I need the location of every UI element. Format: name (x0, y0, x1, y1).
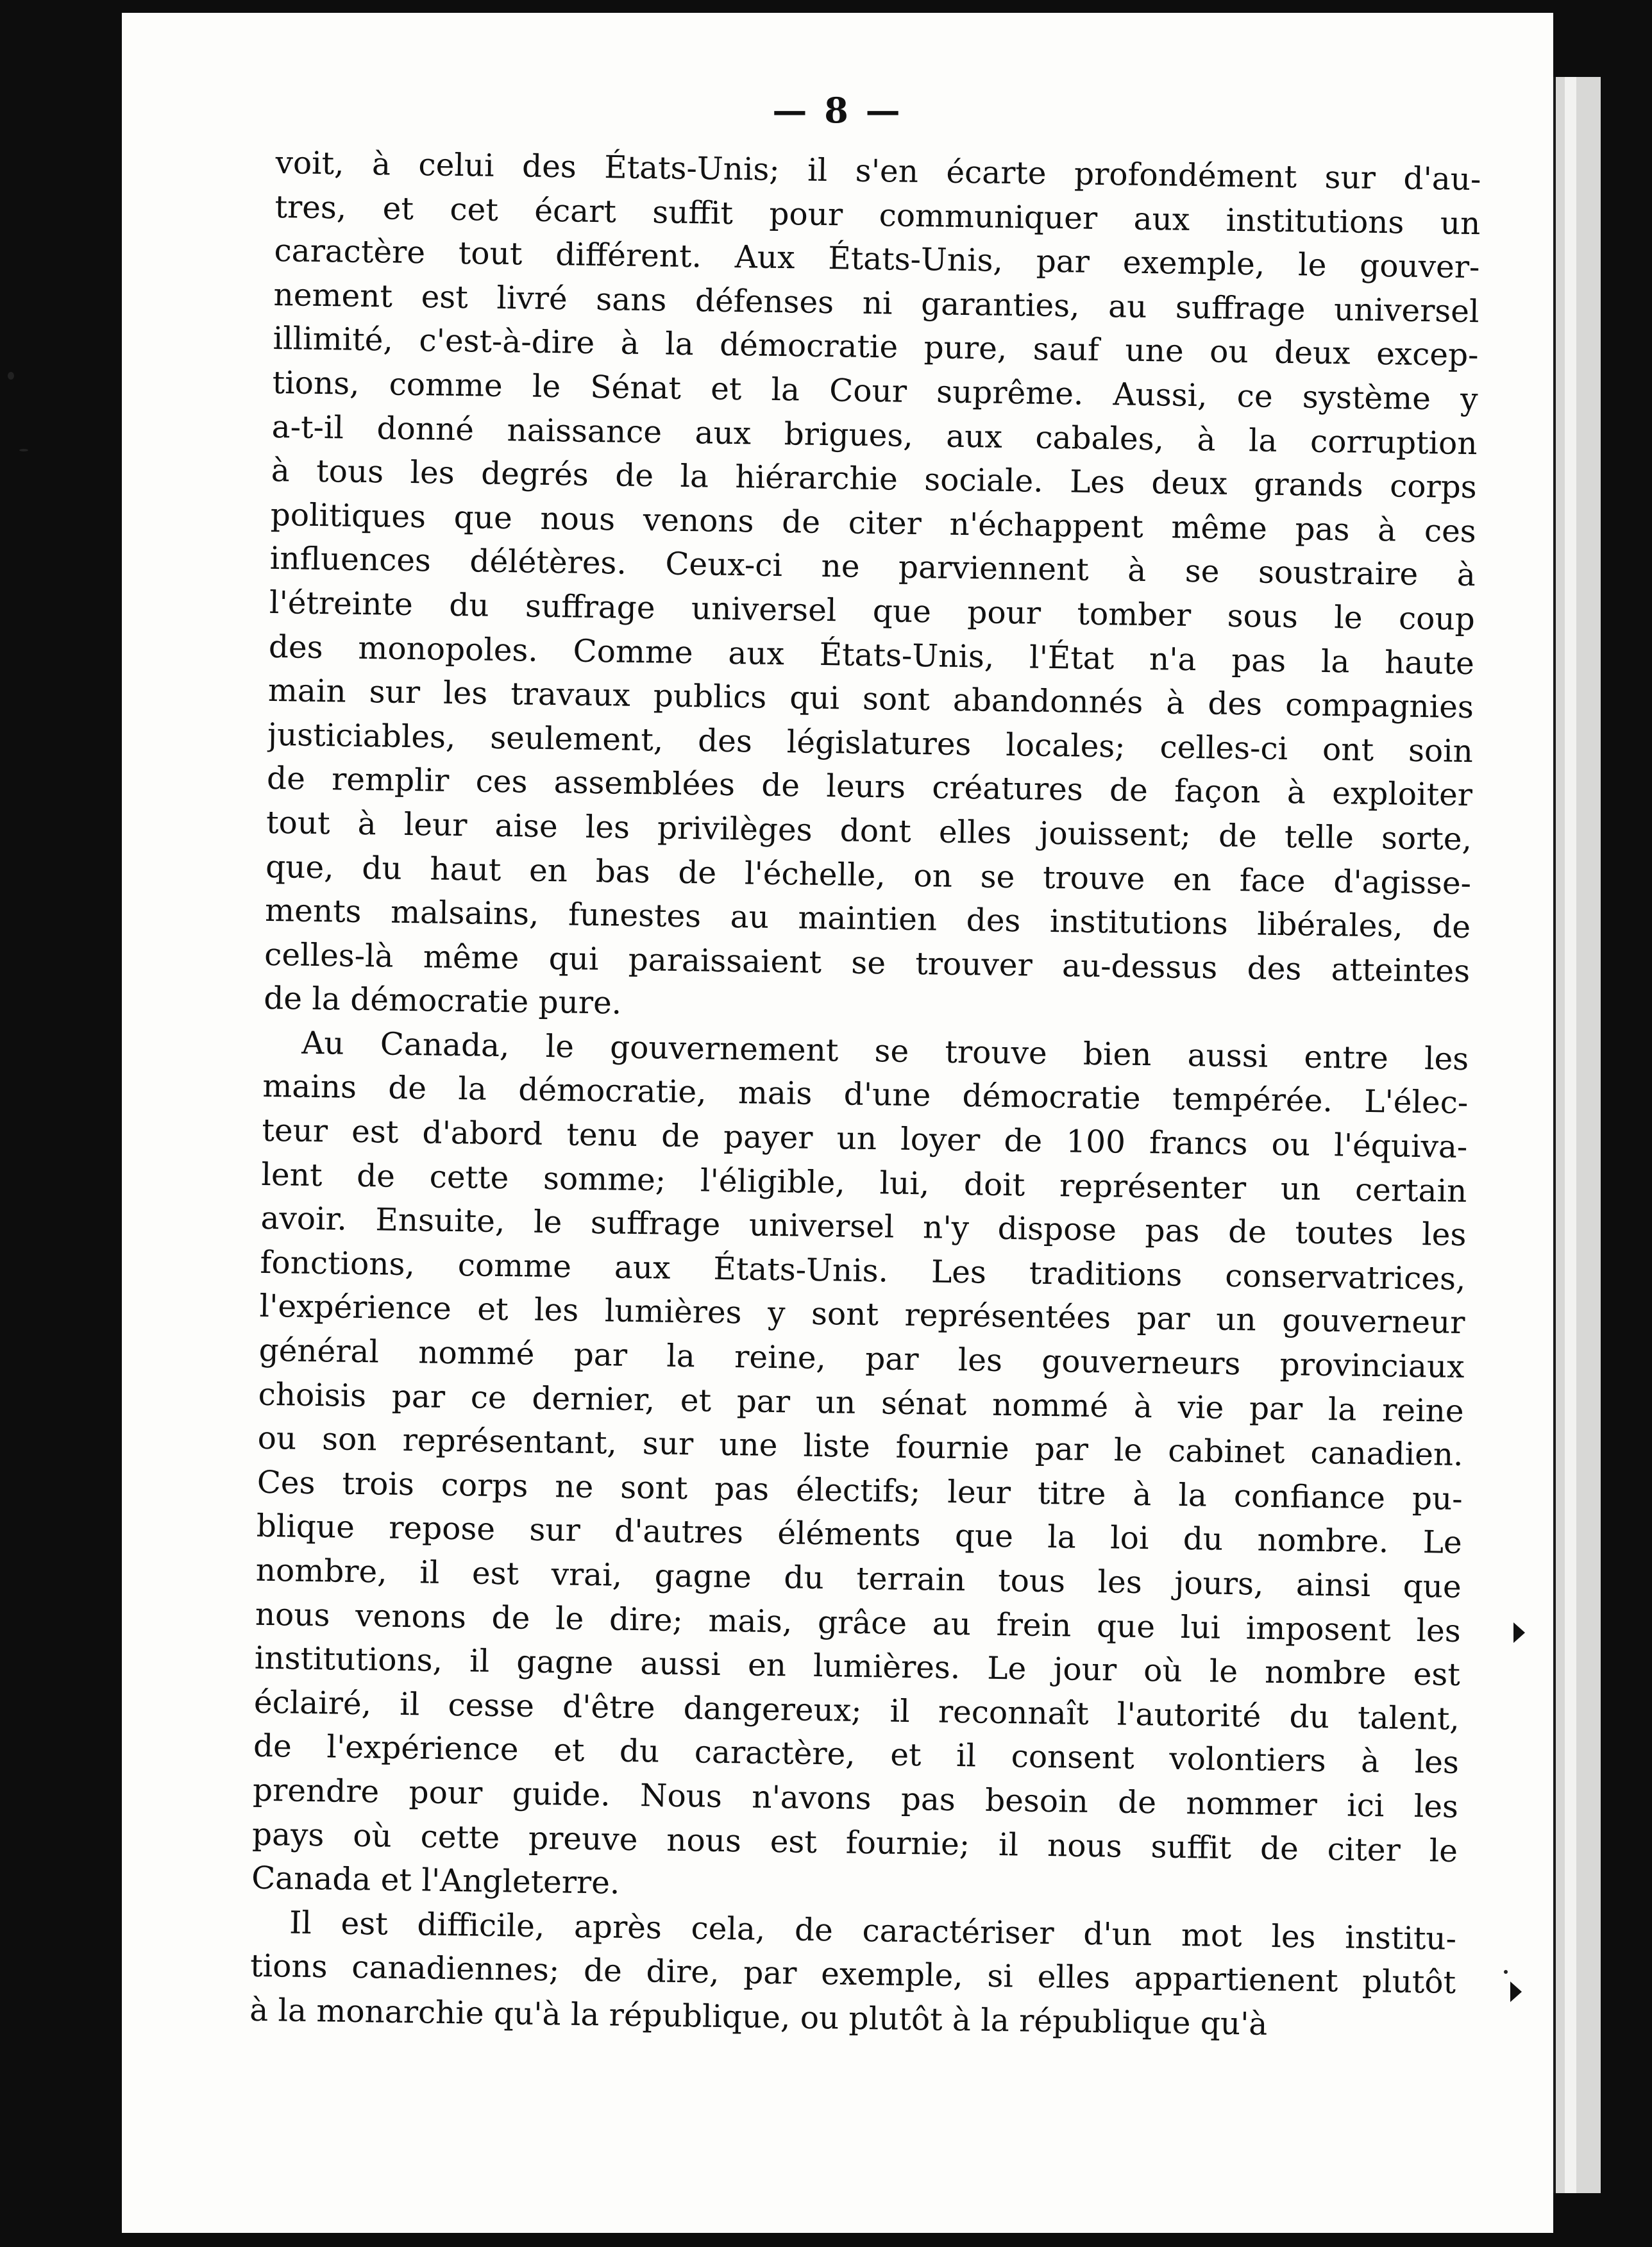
scanned-page (122, 13, 1553, 2233)
text-line: institutions, il gagne aussi en lumières. Le jour où le nombre est (254, 1640, 1461, 1694)
adjacent-page-edge-highlight (1565, 77, 1576, 2193)
text-line: général nommé par la reine, par les gouverneurs provinciaux (258, 1332, 1465, 1386)
text-line: nement est livré sans défenses ni garanties, au suffrage universel (273, 276, 1479, 330)
text-line: de la démocratie pure. (263, 980, 622, 1022)
text-line: mains de la démocratie, mais d'une démocratie tempérée. L'élec- (262, 1068, 1469, 1122)
text-line: tions, comme le Sénat et la Cour suprême. Aussi, ce système y (272, 364, 1478, 418)
text-line: Canada et l'Angleterre. (251, 1860, 620, 1901)
scan-speck (19, 449, 28, 451)
text-line: tout à leur aise les privilèges dont elles jouissent; de telle sorte, (266, 804, 1472, 858)
text-line: illimité, c'est-à-dire à la démocratie pure, sauf une ou deux excep- (273, 321, 1479, 374)
text-line: caractère tout différent. Aux États-Unis, par exemple, le gouver- (274, 233, 1480, 286)
text-line: lent de cette somme; l'éligible, lui, doit représenter un certain (261, 1156, 1467, 1209)
text-line: tions canadiennes; de dire, par exemple, si elles appartienent plutôt (249, 1948, 1456, 2001)
scan-speck (8, 372, 14, 380)
text-line: a-t-il donné naissance aux brigues, aux cabales, à la corruption (271, 408, 1478, 462)
text-line: pays où cette preuve nous est fournie; il nous suffit de citer le (251, 1816, 1458, 1869)
text-line: l'étreinte du suffrage universel que pour tomber sous le coup (269, 584, 1476, 638)
body-text (249, 141, 1481, 2049)
text-line: voit, à celui des États-Unis; il s'en écarte profondément sur d'au- (275, 144, 1481, 198)
scan-speck (1504, 1970, 1508, 1974)
text-line: des monopoles. Comme aux États-Unis, l'État n'a pas la haute (268, 628, 1475, 682)
text-line: avoir. Ensuite, le suffrage universel n'y dispose pas de toutes les (260, 1200, 1467, 1254)
text-line: prendre pour guide. Nous n'avons pas besoin de nommer ici les (252, 1772, 1459, 1825)
text-line: justiciables, seulement, des législatures locales; celles-ci ont soin (267, 716, 1474, 770)
text-line: à la monarchie qu'à la république, ou plutôt à la république qu'à (249, 1992, 1268, 2042)
text-line: que, du haut en bas de l'échelle, on se trouve en face d'agisse- (265, 848, 1472, 902)
margin-marker-icon (1510, 1982, 1522, 2002)
text-line: l'expérience et les lumières y sont représentées par un gouverneur (259, 1288, 1465, 1342)
text-line: Ces trois corps ne sont pas électifs; leur titre à la confiance pu- (257, 1464, 1463, 1517)
text-line: celles-là même qui paraissaient se trouver au-dessus des atteintes (264, 936, 1471, 989)
margin-marker-icon (1513, 1622, 1525, 1643)
page-number: — 8 — (772, 90, 903, 131)
text-line: fonctions, comme aux États-Unis. Les traditions conservatrices, (260, 1244, 1466, 1297)
text-line: ments malsains, funestes au maintien des institutions libérales, de (264, 892, 1471, 946)
text-line: tres, et cet écart suffit pour communiquer aux institutions un (274, 189, 1481, 242)
text-line: Il est difficile, après cela, de caractériser d'un mot les institu- (289, 1905, 1457, 1957)
adjacent-page-edge (1553, 77, 1601, 2193)
text-line: teur est d'abord tenu de payer un loyer de 100 francs ou l'équiva- (262, 1112, 1468, 1166)
text-line: nombre, il est vrai, gagne du terrain tous les jours, ainsi que (255, 1552, 1462, 1606)
text-line: choisis par ce dernier, et par un sénat nommé à vie par la reine (258, 1376, 1464, 1429)
text-line: nous venons de le dire; mais, grâce au frein que lui imposent les (255, 1596, 1462, 1649)
text-line: ou son représentant, sur une liste fournie par le cabinet canadien. (257, 1420, 1463, 1474)
text-line: de remplir ces assemblées de leurs créatures de façon à exploiter (266, 761, 1473, 814)
text-line: politiques que nous venons de citer n'échappent même pas à ces (270, 496, 1477, 550)
text-line: blique repose sur d'autres éléments que la loi du nombre. Le (256, 1508, 1463, 1561)
text-line: de l'expérience et du caractère, et il consent volontiers à les (253, 1728, 1460, 1781)
text-line: éclairé, il cesse d'être dangereux; il reconnaît l'autorité du talent, (253, 1684, 1460, 1737)
text-line: Au Canada, le gouvernement se trouve bien aussi entre les (301, 1025, 1469, 1077)
text-line: main sur les travaux publics qui sont abandonnés à des compagnies (267, 673, 1474, 726)
text-line: à tous les degrés de la hiérarchie sociale. Les deux grands corps (271, 453, 1478, 506)
text-line: influences délétères. Ceux-ci ne parviennent à se soustraire à (269, 541, 1476, 594)
